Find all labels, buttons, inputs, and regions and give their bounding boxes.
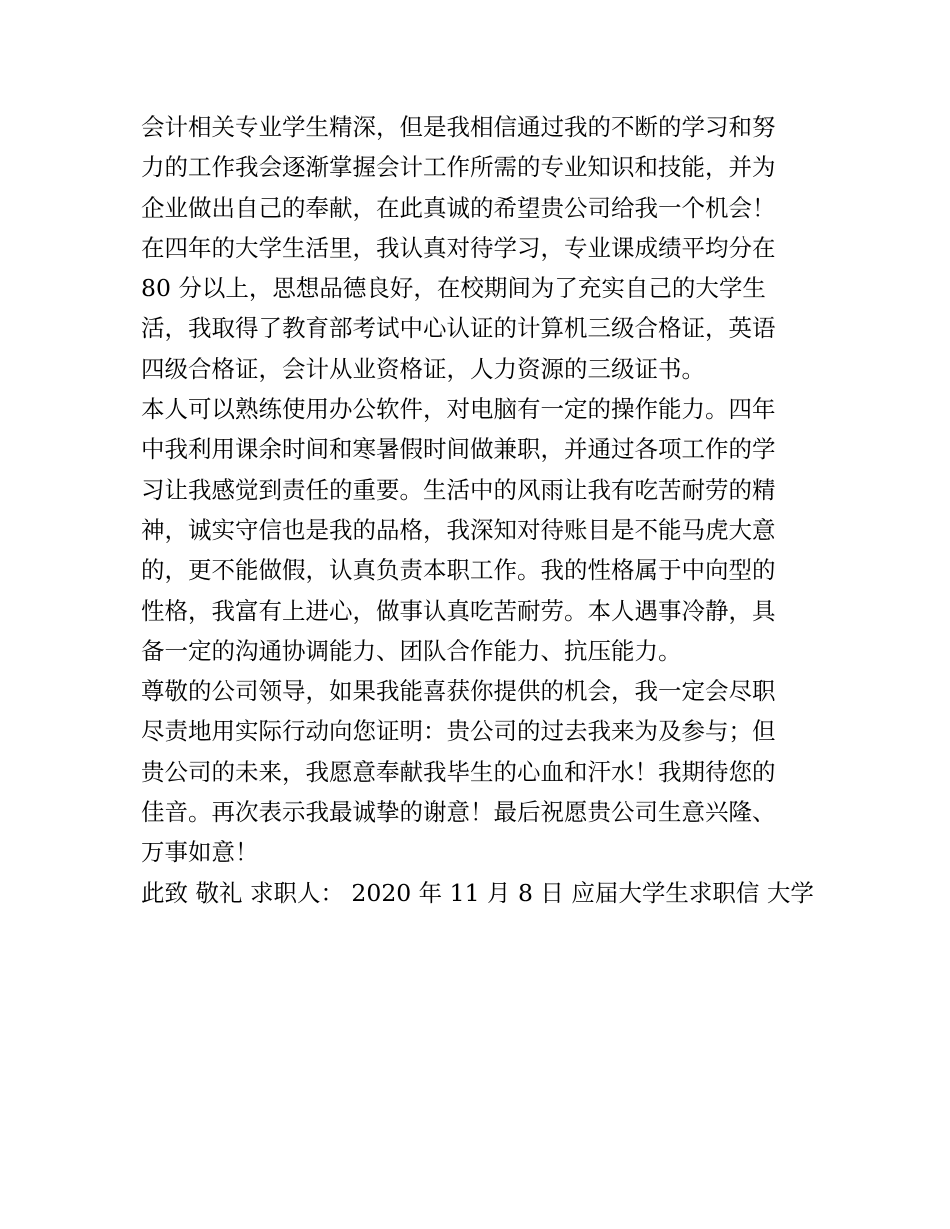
text-line: 万事如意！ bbox=[141, 838, 259, 867]
text-line: 的，更不能做假，认真负责本职工作。我的性格属于中向型的 bbox=[141, 556, 776, 585]
closing-line: 此致 敬礼 求职人： 2020 年 11 月 8 日 应届大学生求职信 大学 bbox=[141, 878, 814, 907]
text-line: 四级合格证，会计从业资格证，人力资源的三级证书。 bbox=[141, 354, 705, 383]
text-line: 佳音。再次表示我最诚挚的谢意！最后祝愿贵公司生意兴隆、 bbox=[141, 798, 776, 827]
text-line: 中我利用课余时间和寒暑假时间做兼职，并通过各项工作的学 bbox=[141, 435, 776, 464]
text-line: 在四年的大学生活里，我认真对待学习，专业课成绩平均分在 bbox=[141, 233, 776, 262]
text-line: 备一定的沟通协调能力、团队合作能力、抗压能力。 bbox=[141, 636, 682, 665]
text-line: 尽责地用实际行动向您证明：贵公司的过去我来为及参与；但 bbox=[141, 717, 776, 746]
text-line: 贵公司的未来，我愿意奉献我毕生的心血和汗水！我期待您的 bbox=[141, 757, 776, 786]
text-line: 80 分以上，思想品德良好，在校期间为了充实自己的大学生 bbox=[141, 274, 766, 303]
letter-body bbox=[141, 107, 821, 913]
text-line: 神，诚实守信也是我的品格，我深知对待账目是不能马虎大意 bbox=[141, 515, 776, 544]
text-line: 本人可以熟练使用办公软件，对电脑有一定的操作能力。四年 bbox=[141, 395, 776, 424]
text-line: 习让我感觉到责任的重要。生活中的风雨让我有吃苦耐劳的精 bbox=[141, 475, 776, 504]
text-line: 力的工作我会逐渐掌握会计工作所需的专业知识和技能，并为 bbox=[141, 153, 776, 182]
text-line: 尊敬的公司领导，如果我能喜获你提供的机会，我一定会尽职 bbox=[141, 677, 776, 706]
text-line: 活，我取得了教育部考试中心认证的计算机三级合格证，英语 bbox=[141, 314, 776, 343]
text-line: 性格，我富有上进心，做事认真吃苦耐劳。本人遇事冷静，具 bbox=[141, 596, 776, 625]
text-line: 会计相关专业学生精深，但是我相信通过我的不断的学习和努 bbox=[141, 113, 776, 141]
text-line: 企业做出自己的奉献，在此真诚的希望贵公司给我一个机会！ bbox=[141, 193, 776, 222]
